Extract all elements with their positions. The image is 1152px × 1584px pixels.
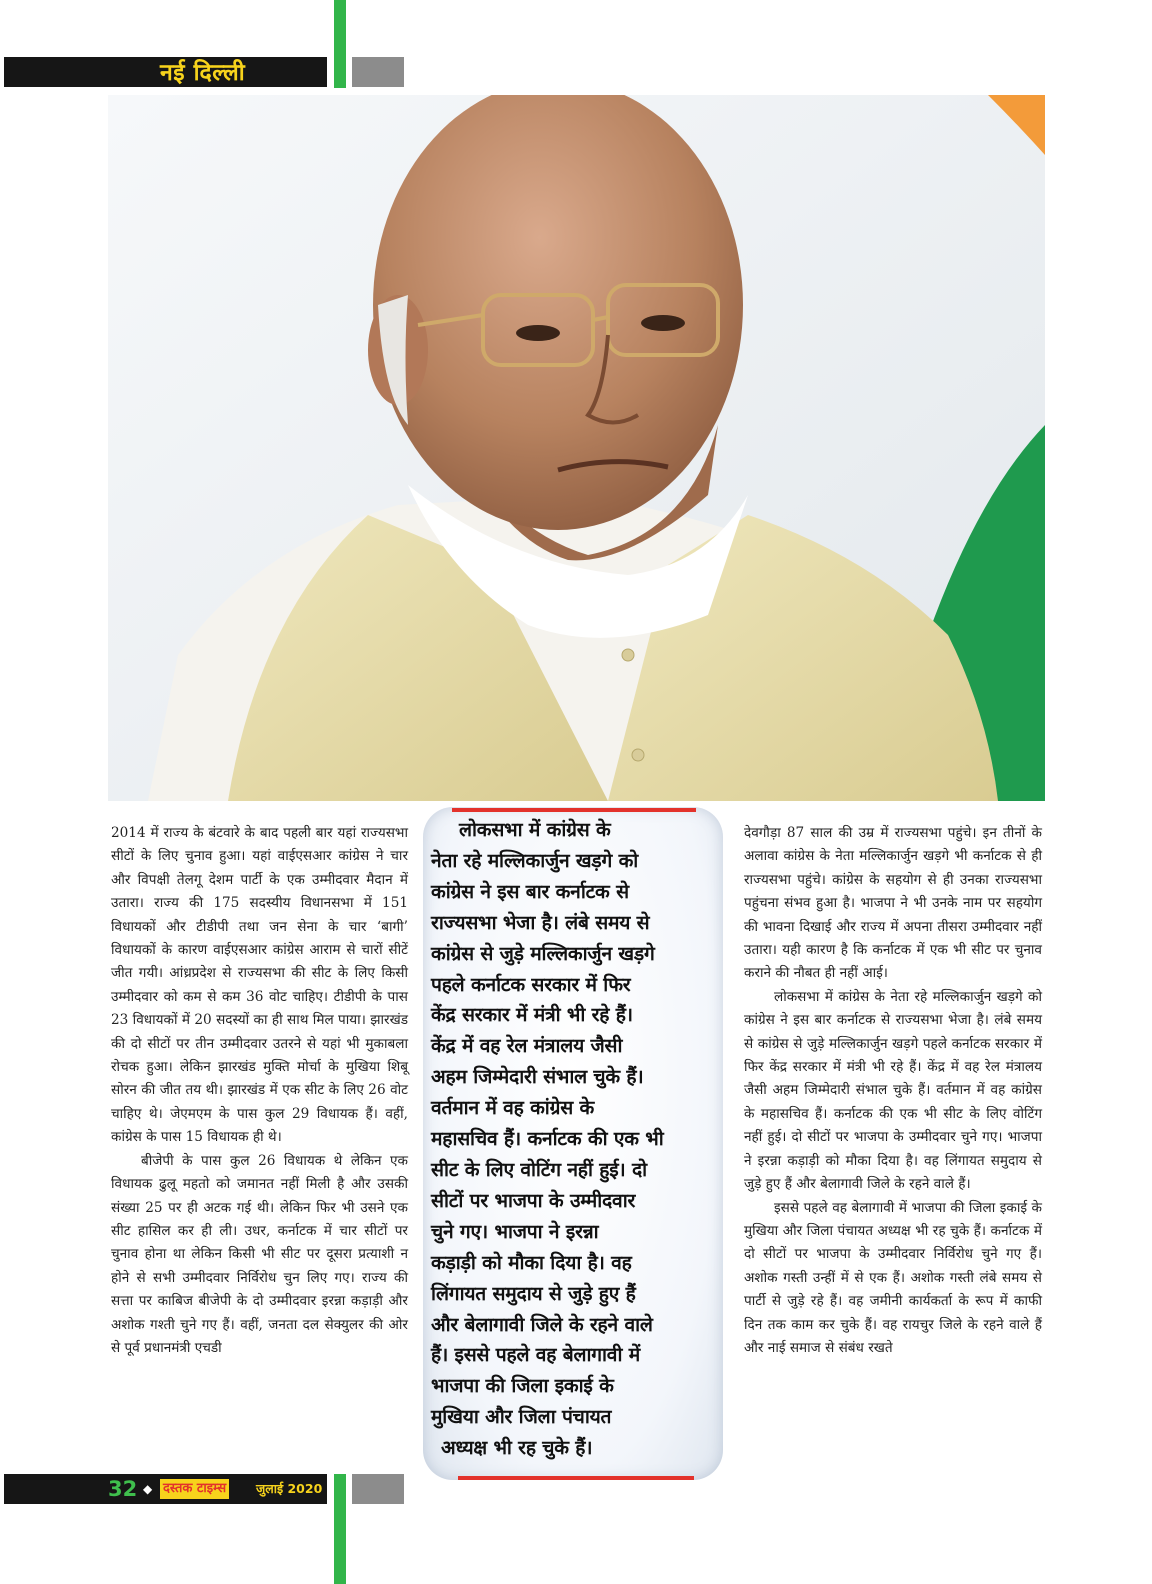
photo-head	[373, 95, 743, 530]
pull-quote-rule-top	[452, 808, 696, 812]
photo-button	[622, 649, 634, 661]
pull-quote-line: लोकसभा में कांग्रेस के	[459, 818, 611, 841]
article-column-left	[111, 822, 408, 1360]
photo-button	[632, 749, 644, 761]
footer-gray-accent	[352, 1474, 404, 1504]
pull-quote-line: सीट के लिए वोटिंग नहीं हुई। दो	[431, 1157, 647, 1181]
photo-eye	[516, 325, 560, 341]
pull-quote-line: नेता रहे मल्लिकार्जुन खड़गे को	[431, 848, 639, 872]
section-title: नई दिल्ली	[160, 60, 246, 86]
header-gray-accent	[352, 57, 404, 87]
portrait-photo	[108, 95, 1045, 801]
pull-quote-line: महासचिव हैं। कर्नाटक की एक भी	[431, 1127, 664, 1151]
article-column-right	[744, 822, 1042, 1360]
paragraph: देवगौड़ा 87 साल की उम्र में राज्यसभा पहुंचे। इन तीनों के अलावा कांग्रेस के नेता मल्लिकार्जुन खड़गे भी कर्नाटक से ही राज्यसभा पहुंचे। कांग्रेस के सहयोग से ही उनका राज्यसभा पहुंचना संभव हुआ है। भाजपा ने भी उनके नाम पर सहयोग की भावना दिखाई और राज्य में अपना तीसरा उम्मीदवार नहीं उतारा। यही कारण है कि कर्नाटक में एक भी सीट पर चुनाव कराने की नौबत ही नहीं आई।	[744, 825, 1042, 982]
paragraph: बीजेपी के पास कुल 26 विधायक थे लेकिन एक विधायक ढुलू महतो को जमानत नहीं मिली है और उसकी संख्या 25 पर ही अटक गई थी। लेकिन फिर भी उसने एक सीट हासिल कर ही ली। उधर, कर्नाटक में चार सीटों पर चुनाव होना था लेकिन किसी भी सीट पर दूसरा प्रत्याशी न होने से सभी उम्मीदवार निर्विरोध चुन लिए गए। राज्य की सत्ता पर काबिज बीजेपी के दो उम्मीदवार इरन्ना कड़ाड़ी और अशोक गश्ती चुने गए हैं। वहीं, जनता दल सेक्युलर की ओर से पूर्व प्रधानमंत्री एचडी	[111, 1152, 408, 1356]
footer-green-accent	[334, 1474, 346, 1584]
pull-quote-line: केंद्र सरकार में मंत्री भी रहे हैं।	[431, 1003, 633, 1027]
pull-quote-line: पहले कर्नाटक सरकार में फिर	[431, 972, 631, 996]
pull-quote-line: केंद्र में वह रेल मंत्रालय जैसी	[431, 1034, 623, 1058]
pull-quote-line: अध्यक्ष भी रह चुके हैं।	[441, 1436, 593, 1460]
pull-quote-line: भाजपा की जिला इकाई के	[431, 1374, 614, 1398]
photo-eye	[641, 315, 685, 331]
paragraph: इससे पहले वह बेलागावी में भाजपा की जिला इकाई के मुखिया और जिला पंचायत अध्यक्ष भी रह चुके हैं। कर्नाटक में दो सीटों पर भाजपा के उम्मीदवार निर्विरोध चुने गए हैं। अशोक गस्ती उन्हीं में से एक हैं। अशोक गस्ती लंबे समय से पार्टी से जुड़े रहे हैं। वह जमीनी कार्यकर्ता के रूप में काफी दिन तक काम कर चुके हैं। वह रायचुर जिले के रहने वाले हैं और नाई समाज से संबंध रखते	[744, 1199, 1042, 1356]
magazine-name: दस्तक टाइम्स	[160, 1479, 229, 1499]
pull-quote-line: और बेलागावी जिले के रहने वाले	[431, 1312, 653, 1336]
pull-quote-line: लिंगायत समुदाय से जुड़े हुए हैं	[431, 1281, 636, 1305]
pull-quote-line: कांग्रेस ने इस बार कर्नाटक से	[431, 879, 629, 903]
page-number: 32	[108, 1477, 138, 1501]
pull-quote-line: सीटों पर भाजपा के उम्मीदवार	[431, 1188, 636, 1212]
header-green-accent	[334, 0, 346, 88]
pull-quote-line: कांग्रेस से जुड़े मल्लिकार्जुन खड़गे	[431, 941, 655, 965]
pull-quote-line: मुखिया और जिला पंचायत	[431, 1405, 612, 1429]
pull-quote-text	[431, 815, 717, 1464]
paragraph: 2014 में राज्य के बंटवारे के बाद पहली बार यहां राज्यसभा सीटों के लिए चुनाव हुआ। यहां वाईएसआर कांग्रेस ने चार और विपक्षी तेलगू देशम पार्टी के एक उम्मीदवार मैदान में उतारा। राज्य की 175 सदस्यीय विधानसभा में 151 विधायकों और टीडीपी तथा जन सेना के चार ‘बागी’ विधायकों के कारण वाईएसआर कांग्रेस आराम से चारों सीटें जीत गयी। आंध्रप्रदेश से राज्यसभा की सीट के लिए किसी उम्मीदवार को कम से कम 36 वोट चाहिए। टीडीपी के पास 23 विधायकों में 20 सदस्यों का ही साथ मिल पाया। झारखंड की दो सीटों पर तीन उम्मीदवार उतरने से यहां भी मुकाबला रोचक हुआ। लेकिन झारखंड मुक्ति मोर्चा के मुखिया शिबू सोरन की जीत तय थी। झारखंड में एक सीट के लिए 26 वोट चाहिए थे। जेएमएम के पास कुल 29 विधायक हैं। वहीं, कांग्रेस के पास 15 विधायक ही थे।	[111, 825, 408, 1146]
paragraph: लोकसभा में कांग्रेस के नेता रहे मल्लिकार्जुन खड़गे को कांग्रेस ने इस बार कर्नाटक से राज्यसभा भेजा है। लंबे समय से कांग्रेस से जुड़े मल्लिकार्जुन खड़गे पहले कर्नाटक सरकार में फिर केंद्र सरकार में मंत्री भी रहे हैं। केंद्र में वह रेल मंत्रालय जैसी अहम जिम्मेदारी संभाल चुके हैं। वर्तमान में वह कांग्रेस के महासचिव हैं। कर्नाटक की एक भी सीट के लिए वोटिंग नहीं हुई। दो सीटों पर भाजपा के उम्मीदवार चुने गए। भाजपा ने इरन्ना कड़ाड़ी को मौका दिया है। वह लिंगायत समुदाय से जुड़े हुए हैं और बेलागावी जिले के रहने वाले हैं।	[744, 988, 1042, 1193]
pull-quote-line: कड़ाड़ी को मौका दिया है। वह	[431, 1250, 632, 1274]
footer-separator: ◆	[143, 1482, 153, 1496]
pull-quote-rule-bottom	[458, 1476, 694, 1480]
pull-quote-line: राज्यसभा भेजा है। लंबे समय से	[431, 910, 650, 934]
pull-quote-line: वर्तमान में वह कांग्रेस के	[431, 1096, 594, 1120]
pull-quote-line: चुने गए। भाजपा ने इरन्ना	[431, 1219, 599, 1243]
pull-quote-line: अहम जिम्मेदारी संभाल चुके हैं।	[431, 1065, 644, 1089]
issue-date: जुलाई 2020	[256, 1481, 323, 1496]
pull-quote-line: हैं। इससे पहले वह बेलागावी में	[431, 1343, 640, 1367]
